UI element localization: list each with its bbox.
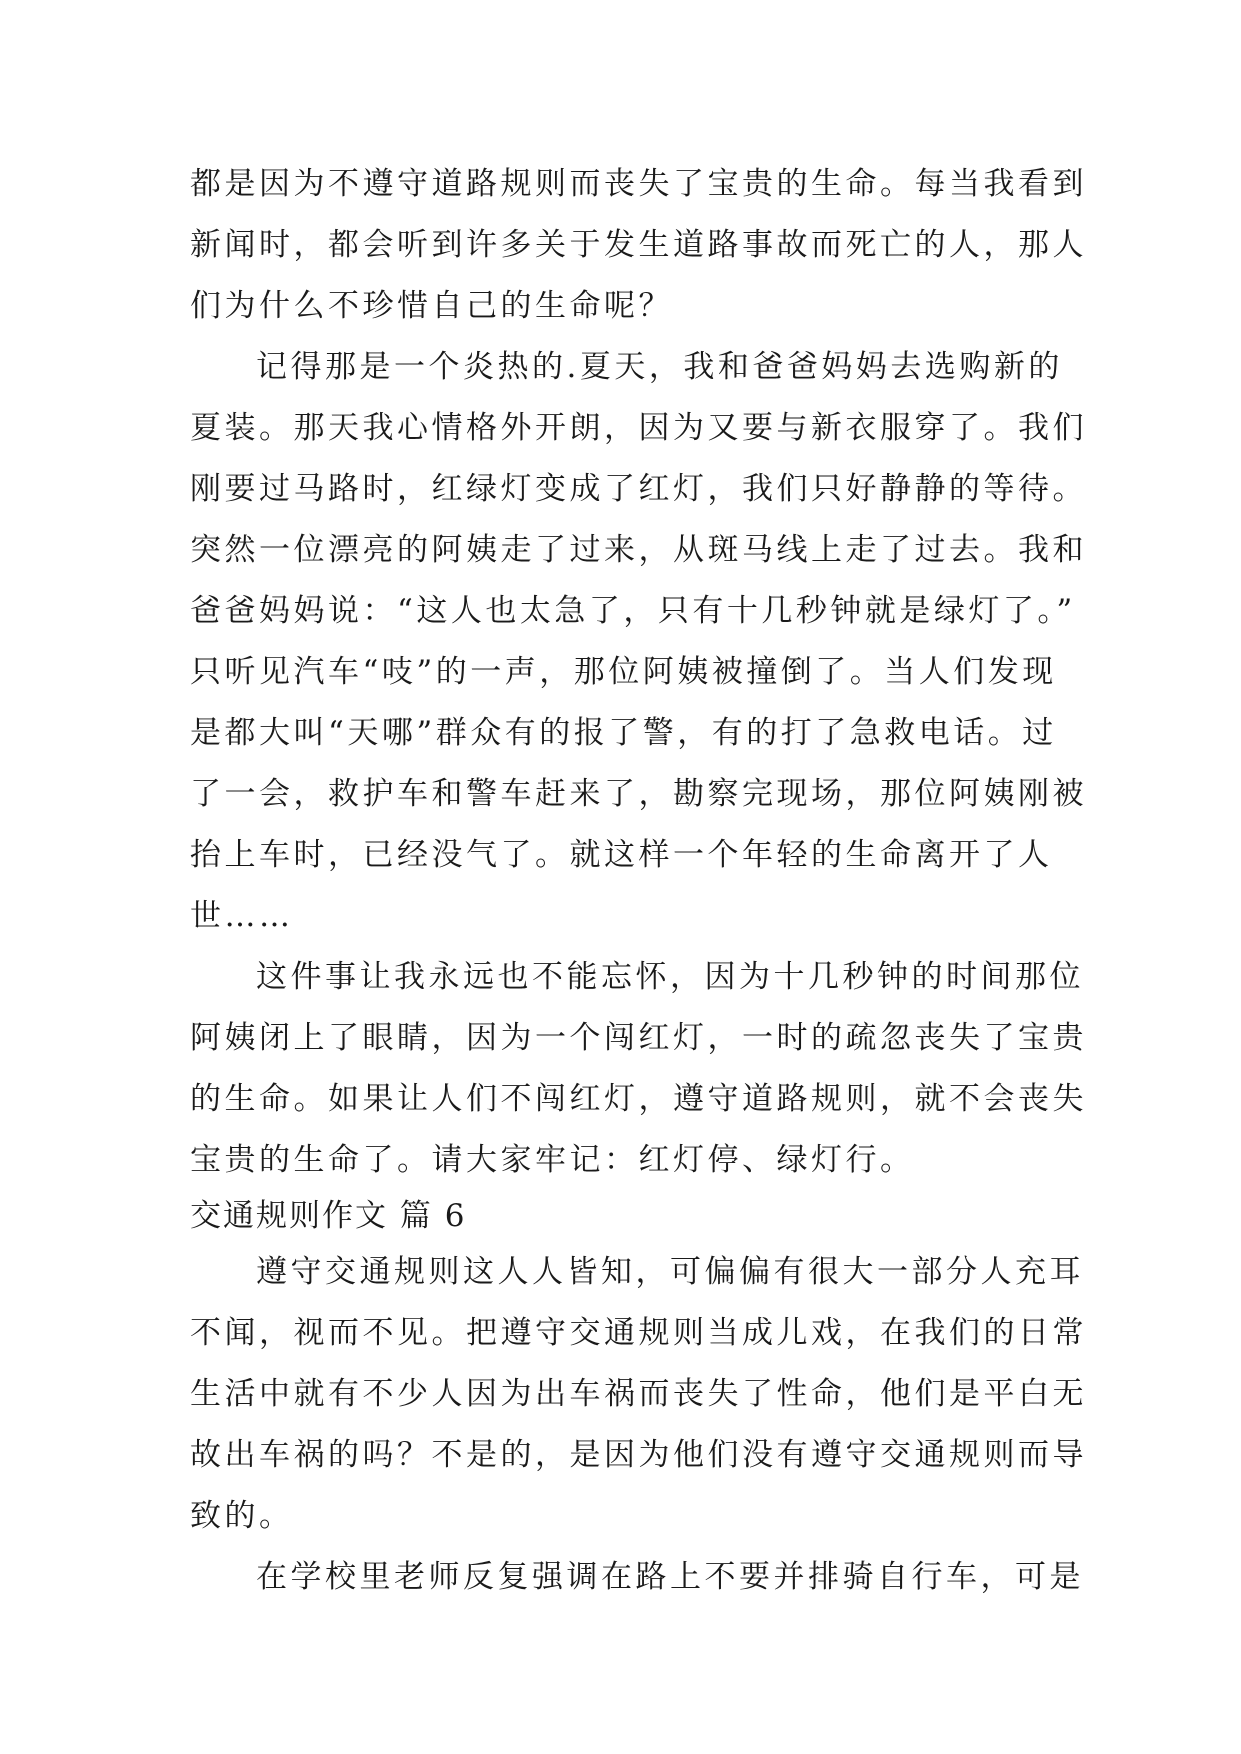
paragraph-first-line: 在学校里老师反复强调在路上不要并排骑自行车，可是 [256,1559,1084,1595]
text-line: 致的。 [190,1498,294,1534]
text-line: 宝贵的生命了。请大家牢记：红灯停、绿灯行。 [190,1142,915,1178]
text-line: 不闻，视而不见。把遵守交通规则当成儿戏，在我们的日常 [190,1315,1087,1351]
text-line: 突然一位漂亮的阿姨走了过来，从斑马线上走了过去。我和 [190,532,1087,568]
text-line: 是都大叫“天哪”群众有的报了警，有的打了急救电话。过 [190,715,1057,751]
paragraph-first-line: 遵守交通规则这人人皆知，可偏偏有很大一部分人充耳 [256,1254,1084,1290]
text-line: 阿姨闭上了眼睛，因为一个闯红灯，一时的疏忽丧失了宝贵 [190,1020,1087,1056]
text-line: 新闻时，都会听到许多关于发生道路事故而死亡的人，那人 [190,227,1087,263]
text-line: 只听见汽车“吱”的一声，那位阿姨被撞倒了。当人们发现 [190,654,1057,690]
section-heading: 交通规则作文 篇 6 [190,1198,467,1234]
paragraph-first-line: 记得那是一个炎热的.夏天，我和爸爸妈妈去选购新的 [256,349,1063,385]
text-line: 刚要过马路时，红绿灯变成了红灯，我们只好静静的等待。 [190,471,1087,507]
text-line: 都是因为不遵守道路规则而丧失了宝贵的生命。每当我看到 [190,166,1087,202]
text-line: 爸爸妈妈说：“这人也太急了，只有十几秒钟就是绿灯了。” [190,593,1076,629]
paragraph-first-line: 这件事让我永远也不能忘怀，因为十几秒钟的时间那位 [256,959,1084,995]
text-line: 们为什么不珍惜自己的生命呢？ [190,288,673,324]
text-line: 世…… [190,898,294,934]
text-line: 夏装。那天我心情格外开朗，因为又要与新衣服穿了。我们 [190,410,1087,446]
text-line: 了一会，救护车和警车赶来了，勘察完现场，那位阿姨刚被 [190,776,1087,812]
text-line: 抬上车时，已经没气了。就这样一个年轻的生命离开了人 [190,837,1053,873]
text-line: 的生命。如果让人们不闯红灯，遵守道路规则，就不会丧失 [190,1081,1087,1117]
text-line: 故出车祸的吗？不是的，是因为他们没有遵守交通规则而导 [190,1437,1087,1473]
text-line: 生活中就有不少人因为出车祸而丧失了性命，他们是平白无 [190,1376,1087,1412]
